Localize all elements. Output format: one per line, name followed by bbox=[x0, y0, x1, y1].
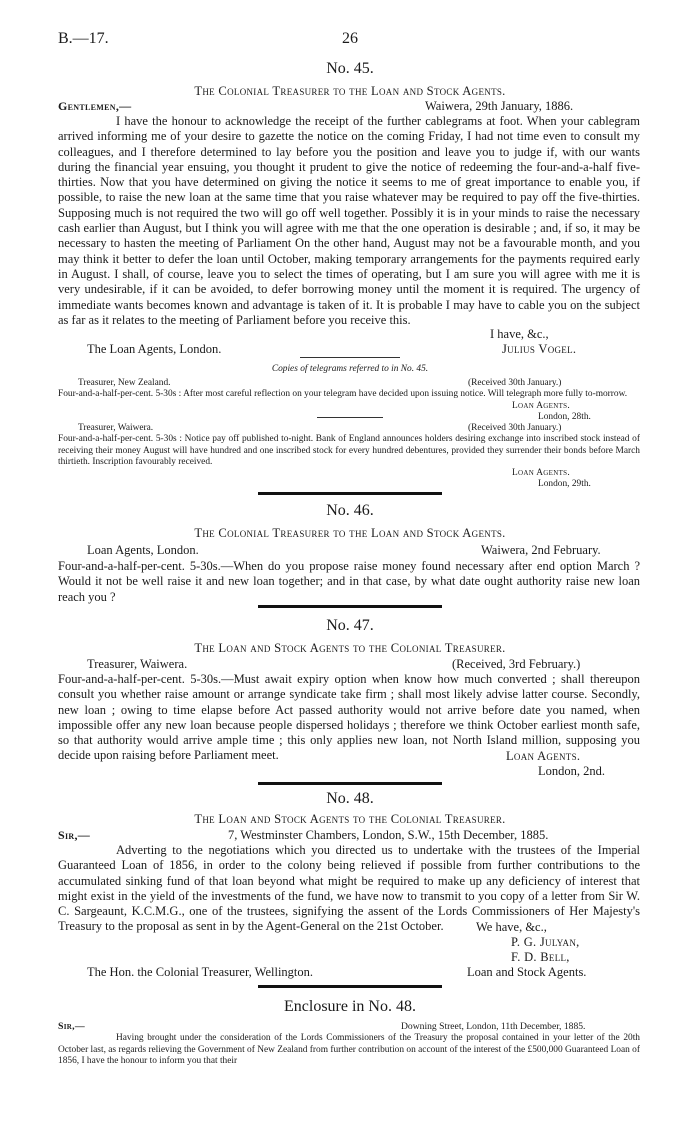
no48-sign1: P. G. Julyan, bbox=[511, 935, 580, 949]
tel2-date: London, 29th. bbox=[538, 479, 591, 489]
section-rule bbox=[258, 782, 442, 785]
tel2-body: Four-and-a-half-per-cent. 5-30s : Notice pay off published to-night. Bank of England announces holders desiring exchange into inscribed stock instead of receiving their money August will have hundred and one inscribed stock for every hundred debentures, provided they surrender their bonds before March thirtieth. Inscription favourably received. bbox=[58, 434, 640, 467]
enclosure-salutation: Sir,— bbox=[58, 1021, 85, 1032]
no47-number: No. 47. bbox=[326, 617, 374, 634]
no46-number: No. 46. bbox=[326, 502, 374, 519]
no47-date: London, 2nd. bbox=[538, 764, 606, 778]
no46-to: Loan Agents, London. bbox=[87, 543, 199, 557]
no47-to: Treasurer, Waiwera. bbox=[87, 657, 188, 671]
no48-closing: We have, &c., bbox=[476, 920, 547, 934]
tel2-received: (Received 30th January.) bbox=[468, 423, 562, 433]
divider-short bbox=[300, 357, 400, 358]
series-number: B.—17. bbox=[58, 30, 109, 47]
no48-sign-title: Loan and Stock Agents. bbox=[467, 965, 587, 979]
no46-place-date: Waiwera, 2nd February. bbox=[481, 543, 601, 557]
tel1-body: Four-and-a-half-per-cent. 5-30s : After most careful reflection on your telegram have decided upon issuing notice. Will telegraph more fully to-morrow. bbox=[58, 389, 628, 399]
page-number: 26 bbox=[342, 30, 358, 47]
no47-body: Four-and-a-half-per-cent. 5-30s.—Must await expiry option when know how much converted ; shall thereupon consult you whether raise amount or arrange syndicate take firm ; shall most likely advise latter course. Secondly, new loan ; owing to time elapse before Act passed authority would not arrive before date you named, when impossible offer any new loan because people dispersed holidays ; therefore we think October earliest month safe, so that authority would arrive ample time ; this only applies new loan, not North Island million, supposing you decide upon raising before Parliament meet. bbox=[58, 672, 640, 763]
no48-title: The Loan and Stock Agents to the Colonial Treasurer. bbox=[194, 812, 506, 826]
divider-telegram bbox=[317, 417, 383, 418]
no47-title: The Loan and Stock Agents to the Colonial Treasurer. bbox=[194, 641, 506, 655]
section-rule bbox=[258, 985, 442, 988]
no45-signature: Julius Vogel. bbox=[502, 342, 577, 356]
section-rule bbox=[258, 492, 442, 495]
no46-body: Four-and-a-half-per-cent. 5-30s.—When do you propose raise money found necessary after end option March ? Would it not be well raise it and new loan together; and in that case, by what date ought authority raise new loan reach you ? bbox=[58, 559, 640, 604]
no45-place-date: Waiwera, 29th January, 1886. bbox=[425, 99, 574, 113]
tel2-sign: Loan Agents. bbox=[512, 468, 570, 478]
no47-received: (Received, 3rd February.) bbox=[452, 657, 581, 671]
no45-body: I have the honour to acknowledge the receipt of the further cablegrams at foot. When your cablegram arrived informing me of your desire to gazette the notice on the coming Friday, I had not time even to consult my colleagues, and I therefore determined to lay before you the position and leave you to judge if, with our wants during the financial year ensuing, you thought it prudent to give the notice of redeeming the four-and-a-half five-thirties. Now that you have determined on giving the notice it seems to me of great importance to enable you, if possible, to raise the new loan at the same time that you raise whatever may be required to pay off the five-thirties. Supposing much is not required the two will go off well together. Possibly it is in your minds to raise the necessary cash earlier than August, but I think you will agree with me that the one operation is desirable ; and, if so, it may be necessary to hasten the meeting of Parliament On the other hand, August may not be a favourable month, and you may think it better to defer the loan until October, making temporary arrangements for the payments required early in August. I shall, of course, leave you to select the times of operating, but I am sure you will agree with me it is very undesirable, if it can be avoided, to defer borrowing money until the moment it is required. The urgency of immediate wants becomes known and advantage is taken of it. It is probable I may have to cable you on the subject as far as it relates to the meeting of Parliament before you receive this. bbox=[58, 114, 640, 327]
section-rule bbox=[258, 605, 442, 608]
telegrams-heading: Copies of telegrams referred to in No. 45. bbox=[271, 364, 429, 374]
tel1-received: (Received 30th January.) bbox=[468, 378, 562, 388]
no48-sign2: F. D. Bell, bbox=[511, 950, 570, 964]
no47-sign: Loan Agents. bbox=[506, 749, 581, 763]
enclosure-place-date: Downing Street, London, 11th December, 1885. bbox=[401, 1021, 586, 1032]
no48-body: Adverting to the negotiations which you directed us to undertake with the trustees of the Imperial Guaranteed Loan of 1856, in order to the colony being relieved if possible from further contributions to the accumulated sinking fund of that loan beyond what might be required to make up any deficiency of interest that might exist in the yield of the investments of the fund, we have now to transmit to you copy of a letter from Sir W. C. Sargeaunt, K.C.M.G., one of the trustees, signifying the assent of the Lords Commissioners of Her Majesty's Treasury to the proposal as sent in by the Agent-General on the 21st October. bbox=[58, 843, 640, 934]
no45-addressee: The Loan Agents, London. bbox=[87, 342, 222, 356]
no48-place-date: 7, Westminster Chambers, London, S.W., 15th December, 1885. bbox=[228, 828, 549, 842]
tel1-sign: Loan Agents. bbox=[512, 401, 570, 411]
tel1-from: Treasurer, New Zealand. bbox=[78, 378, 171, 388]
no45-title: The Colonial Treasurer to the Loan and Stock Agents. bbox=[194, 84, 506, 98]
tel2-from: Treasurer, Waiwera. bbox=[78, 423, 154, 433]
no45-salutation: Gentlemen,— bbox=[58, 99, 132, 113]
enclosure-body: Having brought under the consideration of the Lords Commissioners of the Treasury the proposal contained in your letter of the 20th October last, as regards relieving the Government of New Zealand from further contribution on account of the interest of the £500,000 Guaranteed Loan of 1856, I have the honour to inform you that their bbox=[58, 1033, 640, 1066]
no45-closing: I have, &c., bbox=[490, 327, 549, 341]
no48-addressee: The Hon. the Colonial Treasurer, Wellington. bbox=[87, 965, 314, 979]
tel1-date: London, 28th. bbox=[538, 412, 591, 422]
no48-salutation: Sir,— bbox=[58, 828, 91, 842]
no48-number: No. 48. bbox=[326, 790, 374, 807]
enclosure-heading: Enclosure in No. 48. bbox=[284, 998, 416, 1015]
no46-title: The Colonial Treasurer to the Loan and Stock Agents. bbox=[194, 526, 506, 540]
no45-number: No. 45. bbox=[326, 60, 374, 77]
